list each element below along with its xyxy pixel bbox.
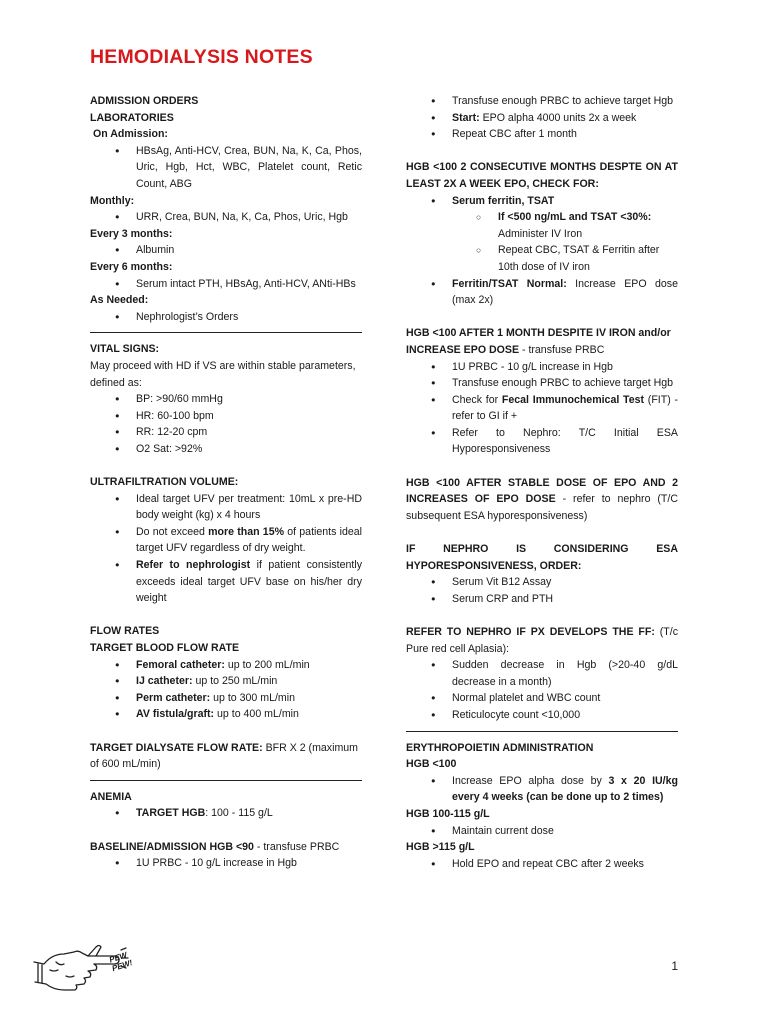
list-item: ● Serum Vit B12 Assay: [406, 574, 678, 591]
ultrafiltration-list: [90, 491, 362, 607]
list-item: ● Hold EPO and repeat CBC after 2 weeks: [406, 856, 678, 873]
monthly-list: [90, 209, 362, 226]
hgb-100-115-list: [406, 823, 678, 840]
heading-every-3-months: Every 3 months:: [90, 227, 173, 240]
heading-monthly: Monthly:: [90, 194, 135, 207]
list-item: ● HBsAg, Anti-HCV, Crea, BUN, Na, K, Ca, Phos, Uric, Hgb, Hct, WBC, Platelet count, Retic Count, ABG: [90, 143, 362, 193]
left-column: [90, 93, 362, 872]
list-item: ● AV fistula/graft: up to 400 mL/min: [90, 706, 362, 723]
hgb-lt-100-list: [406, 773, 678, 806]
heading-vital-signs: VITAL SIGNS:: [90, 343, 160, 356]
list-item: ● Serum ferritin, TSAT: [406, 193, 678, 210]
page-title: HEMODIALYSIS NOTES: [90, 46, 313, 68]
heading-hgb-100-115: HGB 100-115 g/L: [406, 807, 490, 820]
ferritin-normal-list: [406, 276, 678, 309]
list-item: ○ Repeat CBC, TSAT & Ferritin after 10th dose of IV iron: [406, 242, 678, 275]
heading-on-admission: On Admission:: [93, 128, 168, 141]
list-item: ● Ferritin/TSAT Normal: Increase EPO dose (max 2x): [406, 276, 678, 309]
baseline-continued-list: [406, 93, 678, 143]
heading-hgb-gt-115: HGB >115 g/L: [406, 841, 475, 854]
list-item: ● Repeat CBC after 1 month: [406, 126, 678, 143]
list-item: ● Serum intact PTH, HBsAg, Anti-HCV, ANti-HBs: [90, 276, 362, 293]
list-item: ● Check for Fecal Immunochemical Test (FIT) - refer to GI if +: [406, 392, 678, 425]
heading-hgb-lt-100: HGB <100: [406, 758, 457, 771]
list-item: ● RR: 12-20 cpm: [90, 424, 362, 441]
list-item: ● Sudden decrease in Hgb (>20-40 g/dL decrease in a month): [406, 657, 678, 690]
list-item: ● 1U PRBC - 10 g/L increase in Hgb: [406, 359, 678, 376]
list-item: ● Refer to Nephro: T/C Initial ESA Hyporesponsiveness: [406, 425, 678, 458]
list-item: ● Do not exceed more than 15% of patients ideal target UFV regardless of dry weight.: [90, 524, 362, 557]
every-6-months-list: [90, 276, 362, 293]
on-admission-list: [90, 143, 362, 193]
list-item: ● Normal platelet and WBC count: [406, 690, 678, 707]
heading-ultrafiltration-volume: ULTRAFILTRATION VOLUME:: [90, 476, 239, 489]
list-item: ● Nephrologist’s Orders: [90, 309, 362, 326]
list-item: ● O2 Sat: >92%: [90, 441, 362, 458]
heading-anemia: ANEMIA: [90, 790, 132, 803]
vital-signs-list: [90, 391, 362, 457]
list-item: ● TARGET HGB: 100 - 115 g/L: [90, 805, 362, 822]
list-item: ● Refer to nephrologist if patient consistently exceeds ideal target UFV base on his/her dry weight: [90, 557, 362, 607]
heading-after-iron: HGB <100 AFTER 1 MONTH DESPITE IV IRON and/or INCREASE EPO DOSE - transfuse PRBC: [406, 327, 671, 356]
list-item: ● Albumin: [90, 242, 362, 259]
list-item: ● Serum CRP and PTH: [406, 591, 678, 608]
heading-as-needed: As Needed:: [90, 294, 149, 307]
divider: [90, 780, 362, 781]
after-iron-list: [406, 359, 678, 459]
vital-signs-intro: May proceed with HD if VS are within stable parameters, defined as:: [90, 359, 356, 389]
flow-rate-list: [90, 657, 362, 723]
ferritin-sublist: [406, 209, 678, 275]
list-item: ● Maintain current dose: [406, 823, 678, 840]
baseline-list: [90, 855, 362, 872]
heading-if-nephro: IF NEPHRO IS CONSIDERING ESA HYPORESPONSIVENESS, ORDER:: [406, 543, 678, 572]
heading-every-6-months: Every 6 months:: [90, 260, 173, 273]
heading-hgb-2-months: HGB <100 2 CONSECUTIVE MONTHS DESPTE ON AT LEAST 2X A WEEK EPO, CHECK FOR:: [406, 161, 678, 190]
every-3-months-list: [90, 242, 362, 259]
heading-target-blood-flow-rate: TARGET BLOOD FLOW RATE: [90, 642, 240, 654]
divider: [406, 731, 678, 732]
hand-logo-icon: [30, 940, 142, 1006]
target-dialysate-flow-rate: TARGET DIALYSATE FLOW RATE: BFR X 2 (maximum of 600 mL/min): [90, 741, 358, 771]
anemia-list: [90, 805, 362, 822]
heading-laboratories: LABORATORIES: [90, 111, 174, 124]
list-item: ● Femoral catheter: up to 200 mL/min: [90, 657, 362, 674]
if-nephro-list: [406, 574, 678, 607]
hgb-2-months-list: [406, 193, 678, 210]
list-item: ● Transfuse enough PRBC to achieve target Hgb: [406, 375, 678, 392]
baseline-hgb: BASELINE/ADMISSION HGB <90 - transfuse PRBC: [90, 840, 340, 853]
refer-ff-list: [406, 657, 678, 723]
logo-text: PEW PEW!: [108, 950, 134, 974]
list-item: ○ If <500 ng/mL and TSAT <30%: Administer IV Iron: [406, 209, 678, 242]
list-item: ● Increase EPO alpha dose by 3 x 20 IU/kg every 4 weeks (can be done up to 2 times): [406, 773, 678, 806]
as-needed-list: [90, 309, 362, 326]
heading-stable-dose: HGB <100 AFTER STABLE DOSE OF EPO AND 2 INCREASES OF EPO DOSE - refer to nephro (T/C subsequent ESA hyporesponsiveness): [406, 476, 678, 522]
page-number: 1: [671, 959, 678, 973]
heading-flow-rates: FLOW RATES: [90, 625, 160, 638]
heading-admission-orders: ADMISSION ORDERS: [90, 95, 199, 107]
right-column: [406, 93, 678, 872]
list-item: ● IJ catheter: up to 250 mL/min: [90, 673, 362, 690]
list-item: ● Ideal target UFV per treatment: 10mL x pre-HD body weight (kg) x 4 hours: [90, 491, 362, 524]
list-item: ● Start: EPO alpha 4000 units 2x a week: [406, 110, 678, 127]
list-item: ● URR, Crea, BUN, Na, K, Ca, Phos, Uric, Hgb: [90, 209, 362, 226]
list-item: ● HR: 60-100 bpm: [90, 408, 362, 425]
heading-epo-administration: ERYTHROPOIETIN ADMINISTRATION: [406, 741, 594, 754]
list-item: ● Perm catheter: up to 300 mL/min: [90, 690, 362, 707]
divider: [90, 332, 362, 333]
list-item: ● Reticulocyte count <10,000: [406, 707, 678, 724]
list-item: ● BP: >90/60 mmHg: [90, 391, 362, 408]
list-item: ● 1U PRBC - 10 g/L increase in Hgb: [90, 855, 362, 872]
list-item: ● Transfuse enough PRBC to achieve target Hgb: [406, 93, 678, 110]
heading-refer-ff: REFER TO NEPHRO IF PX DEVELOPS THE FF: (T/c Pure red cell Aplasia):: [406, 626, 679, 655]
hgb-gt-115-list: [406, 856, 678, 873]
